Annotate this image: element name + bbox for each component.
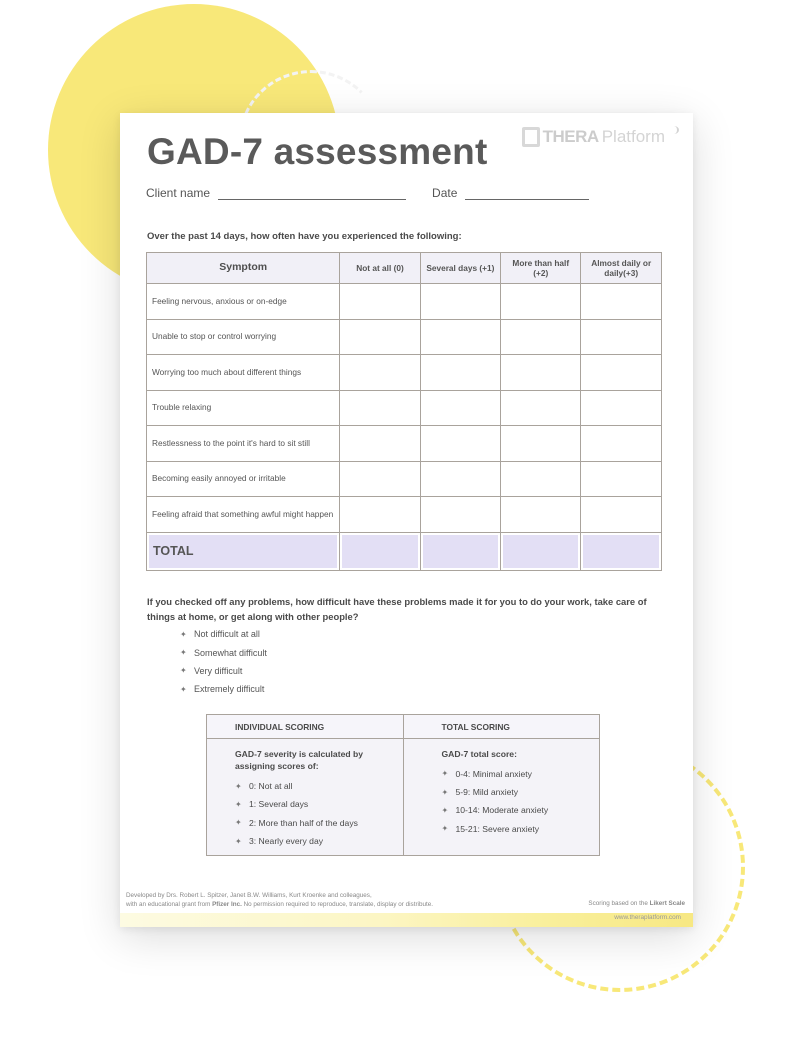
table-row xyxy=(147,461,662,497)
answer-cell[interactable] xyxy=(340,426,420,462)
total-scoring-heading: TOTAL SCORING xyxy=(404,715,600,739)
score-text: 1: Several days xyxy=(249,799,309,810)
footer-credits-line2 xyxy=(126,900,433,909)
answer-cell[interactable] xyxy=(420,355,500,391)
score-text: 3: Nearly every day xyxy=(249,836,324,847)
table-row xyxy=(147,355,662,391)
star-bullet-icon: ✦ xyxy=(441,769,449,779)
total-scoring-list xyxy=(442,764,600,838)
difficulty-question: If you checked off any problems, how difficult have these problems made it for you to do your work, take care of things at home, or get along with other people? xyxy=(147,596,647,623)
client-name-label: Client name xyxy=(146,186,211,200)
option-label: Very difficult xyxy=(194,665,243,676)
star-bullet-icon: ✦ xyxy=(235,799,242,809)
footer-scale-note xyxy=(588,900,685,907)
answer-cell[interactable] xyxy=(581,284,662,320)
footer-likert: Likert Scale xyxy=(649,900,685,907)
individual-scoring-panel xyxy=(207,715,403,855)
column-header: More than half (+2) xyxy=(501,253,581,284)
symptom-label: Feeling nervous, anxious or on-edge xyxy=(147,284,340,320)
logo-mark-icon xyxy=(522,127,540,147)
individual-scoring-list xyxy=(235,777,403,851)
table-row xyxy=(147,319,662,355)
total-cell[interactable] xyxy=(340,532,420,570)
answer-cell[interactable] xyxy=(420,390,500,426)
list-item xyxy=(442,820,600,838)
symptom-label: Becoming easily annoyed or irritable xyxy=(147,461,340,497)
total-scoring-intro: GAD-7 total score: xyxy=(441,749,517,759)
individual-scoring-heading: INDIVIDUAL SCORING xyxy=(207,715,403,739)
footer-url-link[interactable]: www.theraplatform.com xyxy=(614,914,681,921)
star-bullet-icon: ✦ xyxy=(441,824,449,834)
answer-cell[interactable] xyxy=(340,284,420,320)
option-item[interactable] xyxy=(180,662,267,680)
star-bullet-icon: ✦ xyxy=(180,666,187,676)
star-bullet-icon: ✦ xyxy=(180,629,187,639)
symptom-label: Unable to stop or control worrying xyxy=(147,319,340,355)
answer-cell[interactable] xyxy=(340,390,420,426)
footer-text: Scoring based on the xyxy=(588,900,650,907)
footer-text: No permission required to reproduce, translate, display or distribute. xyxy=(241,901,433,909)
table-row xyxy=(147,497,662,533)
answer-cell[interactable] xyxy=(420,497,500,533)
option-item[interactable] xyxy=(180,625,267,643)
answer-cell[interactable] xyxy=(420,284,500,320)
answer-cell[interactable] xyxy=(340,461,420,497)
answer-cell[interactable] xyxy=(581,355,662,391)
list-item xyxy=(235,814,403,832)
client-info-fields xyxy=(146,186,589,200)
option-item[interactable] xyxy=(180,643,267,661)
answer-cell[interactable] xyxy=(581,426,662,462)
logo-text-thera: THERA xyxy=(542,127,599,146)
answer-cell[interactable] xyxy=(501,390,581,426)
answer-cell[interactable] xyxy=(420,426,500,462)
table-header-row xyxy=(147,253,662,284)
answer-cell[interactable] xyxy=(581,461,662,497)
column-header: Several days (+1) xyxy=(420,253,500,284)
option-item[interactable] xyxy=(180,680,267,698)
table-row xyxy=(147,284,662,320)
scoring-box xyxy=(206,714,600,856)
table-row xyxy=(147,426,662,462)
star-bullet-icon: ✦ xyxy=(441,805,449,815)
score-text: 5-9: Mild anxiety xyxy=(455,787,519,798)
list-item xyxy=(235,777,403,795)
answer-cell[interactable] xyxy=(340,497,420,533)
score-text: 10-14: Moderate anxiety xyxy=(455,805,549,816)
answer-cell[interactable] xyxy=(581,390,662,426)
client-name-field[interactable] xyxy=(218,187,406,200)
total-cell[interactable] xyxy=(420,532,500,570)
answer-cell[interactable] xyxy=(340,319,420,355)
answer-cell[interactable] xyxy=(420,461,500,497)
footer-credits-line1: Developed by Drs. Robert L. Spitzer, Janet B.W. Williams, Kurt Kroenke and colleagues, xyxy=(126,892,372,899)
star-bullet-icon: ✦ xyxy=(180,648,187,658)
star-bullet-icon: ✦ xyxy=(441,787,449,797)
column-header: Not at all (0) xyxy=(340,253,420,284)
answer-cell[interactable] xyxy=(581,497,662,533)
page-title: GAD-7 assessment xyxy=(147,131,488,172)
option-label: Not difficult at all xyxy=(194,629,260,640)
answer-cell[interactable] xyxy=(420,319,500,355)
symptom-label: Worrying too much about different things xyxy=(147,355,340,391)
symptom-table xyxy=(146,252,662,571)
answer-cell[interactable] xyxy=(501,355,581,391)
answer-cell[interactable] xyxy=(581,319,662,355)
answer-cell[interactable] xyxy=(340,355,420,391)
answer-cell[interactable] xyxy=(501,461,581,497)
logo-text-platform: Platform xyxy=(601,127,665,146)
star-bullet-icon: ✦ xyxy=(235,836,242,846)
total-label: TOTAL xyxy=(147,532,340,570)
footer-text: with an educational grant from xyxy=(126,901,213,909)
total-cell[interactable] xyxy=(501,532,581,570)
column-header: Symptom xyxy=(147,253,340,284)
symptom-label: Feeling afraid that something awful might happen xyxy=(147,497,340,533)
list-item xyxy=(442,764,600,782)
date-field[interactable] xyxy=(465,187,589,200)
list-item xyxy=(235,832,403,850)
symptom-label: Restlessness to the point it's hard to sit still xyxy=(147,426,340,462)
list-item xyxy=(442,783,600,801)
question-heading: Over the past 14 days, how often have you experienced the following: xyxy=(147,231,462,242)
option-label: Somewhat difficult xyxy=(194,647,267,658)
footer-credits xyxy=(126,891,433,909)
star-bullet-icon: ✦ xyxy=(180,684,187,694)
table-row xyxy=(147,390,662,426)
score-text: 15-21: Severe anxiety xyxy=(455,823,540,834)
score-text: 2: More than half of the days xyxy=(249,817,358,828)
footer-pfizer: Pfizer Inc. xyxy=(212,901,242,909)
answer-cell[interactable] xyxy=(501,426,581,462)
assessment-sheet xyxy=(120,113,693,927)
star-bullet-icon: ✦ xyxy=(235,818,242,828)
star-bullet-icon: ✦ xyxy=(235,781,242,791)
symptom-label: Trouble relaxing xyxy=(147,390,340,426)
total-scoring-panel xyxy=(403,715,600,855)
total-cell[interactable] xyxy=(581,532,662,570)
answer-cell[interactable] xyxy=(501,284,581,320)
list-item xyxy=(235,795,403,813)
answer-cell[interactable] xyxy=(501,497,581,533)
option-label: Extremely difficult xyxy=(194,684,265,695)
column-header: Almost daily or daily(+3) xyxy=(581,253,662,284)
theraplatform-logo xyxy=(522,127,679,147)
list-item xyxy=(442,801,600,819)
answer-cell[interactable] xyxy=(501,319,581,355)
total-row xyxy=(147,532,662,570)
date-label: Date xyxy=(432,186,458,200)
score-text: 0: Not at all xyxy=(249,781,293,792)
difficulty-options xyxy=(180,625,267,699)
score-text: 0-4: Minimal anxiety xyxy=(455,768,532,779)
logo-moon-icon xyxy=(669,126,679,134)
footer-band xyxy=(120,913,693,927)
individual-scoring-intro: GAD-7 severity is calculated by assigning scores of: xyxy=(235,749,364,772)
